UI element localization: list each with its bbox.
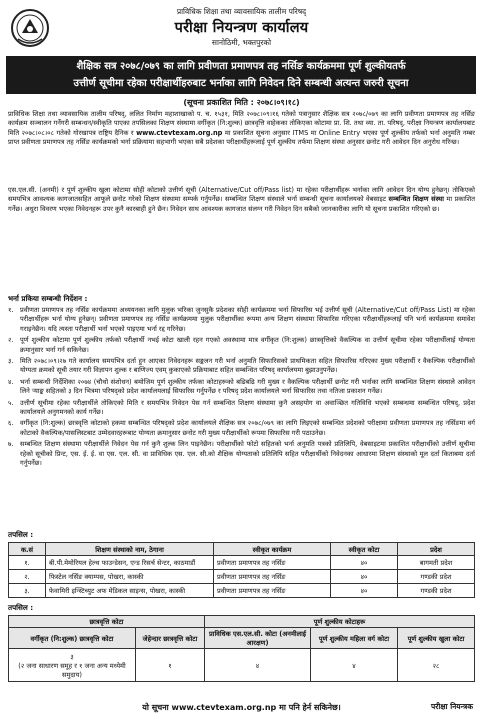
table-header-row <box>9 543 475 556</box>
intro-text-1b: मा प्रकाशित सूचना अनुसार ITMS मा Online Entry भएका पूर्ण शुल्कीय तर्फको भर्ना अनुमति नम्बर प्राप्त प्रवीणता प्रमाणपत्र तह नर्सिङ कार्यक्रमको भर्ना प्रक्रियामा सहभागी भएका सबै प्रदेशका परीक्षार्थीहरूलाई पूर्ण शुल्कीय तर्फमा शिक्षण संस्था अनुसार छनोट गरी आवेदन दिन अनुरोध गरिन्छ। <box>8 128 475 147</box>
intro-website-link[interactable]: www.ctevtexam.org.np <box>136 128 223 137</box>
col-header-tslc: प्राविधिक एस.एल.सी. कोटा (अनमीलाई आरक्षण) <box>205 628 311 649</box>
council-name: प्राविधिक शिक्षा तथा व्यावसायिक तालीम परिषद् <box>176 7 307 16</box>
col-header-sn: क.सं <box>9 543 46 556</box>
footer-website-link[interactable]: www.ctevtexam.org.np <box>171 703 277 712</box>
list-item: १. प्रवीणता प्रमाणपत्र तह नर्सिङ कार्यक्रममा अध्ययनका लागि मुलुक भरिका जुनसुकै प्रदेशका सोही कार्यक्रममा भर्ना सिफारिस भई उत्तीर्ण सूची (Alternative/Cut off/Pass List) मा रहेका परीक्षार्थीहरू भर्ना योग्य हुनेछन्। प्रवीणता प्रमाणपत्र तह नर्सिङ कार्यक्रममा मुलुक परीक्षार्थीका रूपमा अन्य शिक्षण संस्थामा सिफारिस गरिएका परीक्षार्थीहरूलाई पनि भर्ना कार्यक्रममा समावेश गराइनेछैन। यदि त्यस्ता परीक्षार्थी भर्ना भएको पाइएमा भर्ना रद्द गरिनेछ। <box>8 306 475 333</box>
table2-label: तपसिल : <box>8 603 34 612</box>
group-header-full-fee: पूर्ण शुल्कीय कोटाहरू <box>205 616 475 628</box>
intro-text-2b: मा प्रकाशित गर्नेछ। अधुरा विवरण भएका निवेदनहरू उपर कुनै कारबाही हुने छैन। निवेदन साथ आवश्यक कागजात संलग्न गरी निवेदन दिन सबैको जानकारीका लागि यो सूचना प्रकाशित गरिएको छ। <box>8 195 475 213</box>
col-header-female: पूर्ण शुल्कीय महिला वर्ग कोटा <box>311 628 398 649</box>
list-item: ३. मिति २०७८।०९।२७ गते कार्यालय समयभित्र दर्ता हुन आएका निवेदनहरू सङ्कलन गरी भर्ना अनुमति सिफारिसको प्राथमिकता सहित सिफारिस गरिएका मुख्य परीक्षार्थी र वैकल्पिक परीक्षार्थीको योग्यता क्रमको सूची तयार गरी विज्ञापन शुल्क र बाणिज्य एवम् कुकाएको प्रक्रियाबाट सहित सम्बन्धित परिषद् कार्यालयमा बुझाउनुपर्नेछ। <box>8 357 475 375</box>
col-header-quota: स्वीकृत कोटा <box>331 543 398 556</box>
table-row: २. फिस्टेल नर्सिङ क्याम्पस, पोखरा, कास्की प्रवीणता प्रमाणपत्र तह नर्सिङ ४० गण्डकी प्रदेश <box>9 570 475 584</box>
signature: परीक्षा नियन्त्रक <box>431 702 473 711</box>
list-item: ४. भर्ना सम्बन्धी निर्देशिका २०७४ (चौथो संशोधन) बमोजिम पूर्ण शुल्कीय तर्फका कोटाहरूको बढिबढि गरी मुख्य र वैकल्पिक परीक्षार्थी छनोट गरी भर्नाका लागि सम्बन्धित शिक्षण संस्थाले आवेदन लिने र्‍याङ्क सहितको ३ दिन भित्रमा परिषद्को प्रदेश कार्यालयलाई सिफारिस गर्नुपर्नेछ र परिषद् प्रदेश कार्यालयले भर्ना सिफारिस तथा नतिजा प्रकाशन गर्नेछ। <box>8 377 475 396</box>
office-address: सानोठिमी, भक्तपुरको <box>211 38 272 47</box>
col-header-classified: वर्गीकृत (नि:शुल्क) छात्रवृत्ति कोटा <box>9 628 136 649</box>
quota-table <box>8 615 475 682</box>
col-header-province: प्रदेश <box>398 543 475 556</box>
intro-text-2a: एस.एल.सी. (अनमी) र पूर्ण शुल्कीय खुला कोटामा सोही कोटाको उत्तीर्ण सूची (Alternative/Cut off/Pass list) मा रहेका परीक्षार्थीहरू भर्नाका लागि आवेदन दिन योग्य हुनेछन्। तोकिएको समयभित्र आवश्यक कागजातसहित आफूले छनोट गरेको शिक्षण संस्थामा सम्पर्क गर्नुपर्नेछ। सम्बन्धित शिक्षण संस्थाले भर्ना सम्बन्धी सूचना कार्यालयको वेबसाइट <box>8 186 475 204</box>
table-row: १. बी.पी.मेमोरियल हेल्थ फाउन्डेसन, एन्ड रिसर्च सेन्टर, काठमाडौं प्रवीणता प्रमाणपत्र तह नर्सिङ ४० बागमती प्रदेश <box>9 556 475 570</box>
notice-published-date: (सूचना प्रकाशित मिति : २०७८।०९।१८) <box>183 98 300 107</box>
col-header-meritorious: जेहेन्दार छात्रवृत्ति कोटा <box>136 628 205 649</box>
intro-bold-phrase: सम्बन्धित शिक्षण संस्था <box>388 195 444 204</box>
steps-list <box>8 306 475 471</box>
col-header-program: स्वीकृत कार्यक्रम <box>214 543 331 556</box>
banner-line-1: शैक्षिक सत्र २०७८/०७९ का लागि प्रवीणता प्रमाणपत्र तह नर्सिङ कार्यक्रममा पूर्ण शुल्कीयतर्फ <box>76 61 406 72</box>
table1-label: तपसिल : <box>8 530 34 539</box>
col-header-institution: शिक्षण संस्थाको नाम, ठेगाना <box>46 543 214 556</box>
institution-table <box>8 542 475 598</box>
intro-paragraph-2 <box>8 186 475 214</box>
table-header-row <box>9 628 475 649</box>
list-item: ५. उत्तीर्ण सूचीमा रहेका परीक्षार्थीले तोकिएको मिति र समयभित्र निवेदन पेस गर्न सम्बन्धित शिक्षण संस्थामा कुनै असहयोग वा अवाञ्छित गतिविधि भएको सम्बन्धमा सम्बन्धित परिषद्, प्रदेश कार्यालयले अनुगमनको कार्य गर्नेछ। <box>8 398 475 417</box>
steps-title: भर्ना प्रकिया सम्बन्धी निर्देशन : <box>8 294 88 303</box>
table-row: ३. फेवामिरी इन्स्टिच्युट अफ मेडिकल साइन्स, पोखरा, कास्की प्रवीणता प्रमाणपत्र तह नर्सिङ ४० गण्डकी प्रदेश <box>9 584 475 598</box>
footer-post: मा पनि हेर्न सकिनेछ। <box>279 703 341 712</box>
footer-pre: यो सूचना <box>142 703 169 712</box>
table-group-row <box>9 616 475 628</box>
banner-line-2: उत्तीर्ण सूचीमा रहेका परीक्षार्थीहरुबाट भर्नाका लागि निवेदन दिने सम्बन्धी अत्यन्त जरुरी सूचना <box>73 78 409 89</box>
group-header-scholarship: छात्रवृत्ति कोटा <box>9 616 205 628</box>
list-item: २. पूर्ण शुल्कीय कोटामा पूर्ण शुल्कीय तर्फको परीक्षार्थी नभई कोटा खाली रहन गएको अवस्थामा मात्र वर्गीकृत (नि:शुल्क) छात्रवृत्तिको वैकल्पिक वा उत्तीर्ण सूचीमा रहेका परीक्षार्थीलाई योग्यता क्रमानुसार भर्ना गर्न सकिनेछ। <box>8 336 475 354</box>
intro-paragraph-1 <box>8 110 475 148</box>
table-row: ३ (२ जना साधारण समूह र १ जना अन्य मध्येमी समुदाय) १ ४ ४ २८ <box>9 649 475 682</box>
office-title: परीक्षा नियन्त्रण कार्यालय <box>174 20 309 36</box>
notice-banner <box>6 56 476 94</box>
intro-text-1a: प्राविधिक शिक्षा तथा व्यावसायिक तालीम परिषद्, ललित निर्माण महाशाखाको प. च. १५३१, मिति २०७८।०९।१६ गतेको पत्रानुसार शैक्षिक सत्र २०७८/०७९ का लागि प्रवीणता प्रमाणपत्र तह नर्सिङ कार्यक्रम सञ्चालन गर्नेगरी सम्बन्धन/स्वीकृति पाएका तपसिलका शिक्षण संस्थामा वर्गीकृत (नि:शुल्क) छात्रवृत्ति वाहेकका तोकिएका कोटामा प्रा. शि. तथा व्या. ता. परिषद्, परीक्षा नियन्त्रण कार्यालयबाट मिति २०७८।०८।०८ गतेको गोरखापत्र राष्ट्रिय दैनिक र <box>8 110 475 137</box>
footer-note <box>0 702 483 713</box>
list-item: ७. सम्बन्धित शिक्षण संस्थामा परीक्षार्थीले निवेदन पेस गर्न कुनै शुल्क लिन पाइनेछैन। परीक्षार्थीको फोटो सहितको भर्ना अनुमति पत्रको प्रतिलिपि, वेबसाइटमा प्रकाशित परीक्षार्थीको उत्तीर्ण सूचीमा रहेको सूचीको प्रिन्ट, एस. ई. ई. वा एस. एल. सी. वा प्राविधिक एस. एल. सी.को शैक्षिक योग्यताको प्रतिलिपि सहित परीक्षार्थीको निवेदनका आधारमा शिक्षण संस्थाको मूल दर्ता किताबमा दर्ता गर्नुपर्नेछ। <box>8 440 475 468</box>
col-header-open: पूर्ण शुल्कीय खुला कोटा <box>398 628 475 649</box>
list-item: ६. वर्गीकृत (नि:शुल्क) छात्रवृत्ति कोटाको हकमा सम्बन्धित परिषद्को प्रदेश कार्यालयले शैक्षिक सत्र २०७८/०७९ का लागि लिइएको सम्बन्धित प्रदेशको परीक्षामा प्रवीणता प्रमाणपत्र तह नर्सिङमा वर्ग कोटाको वैकल्पिक/पासलिस्टबाट उम्मेदवारहरूबाट योग्यता क्रमानुसार छनोट गरी मुख्य परीक्षार्थीको रूपमा सिफारिस गरी पठाउनेछ। <box>8 419 475 437</box>
